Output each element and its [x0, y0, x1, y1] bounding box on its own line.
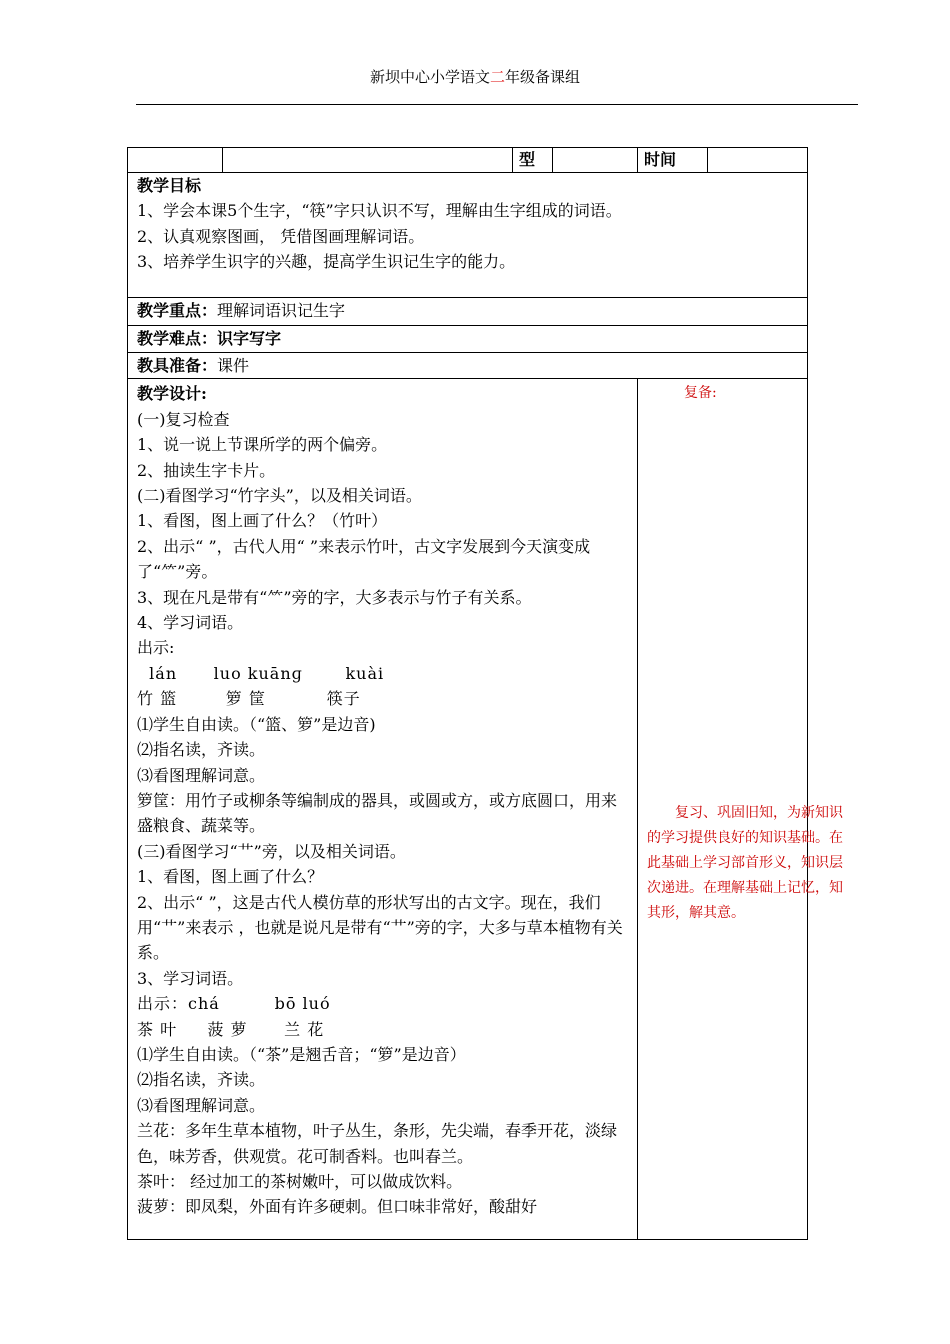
difficulties-row — [128, 326, 808, 353]
header-red-char: 二 — [489, 68, 505, 86]
design-line: ⑴学生自由读。（“茶”是翘舌音；“箩”是边音） — [137, 1044, 466, 1064]
teaching-comment: 复习、巩固旧知，为新知识的学习提供良好的知识基础。在此基础上学习部首形义，知识层次递进。在理解基础上记忆，知其形，解其意。 — [647, 805, 843, 922]
objectives-row — [128, 173, 808, 298]
materials-value: 课件 — [217, 356, 250, 375]
design-cell — [128, 379, 638, 1240]
design-line: ⑶看图理解词意。 — [137, 765, 266, 785]
design-line: 2、出示“ ”，古代人用“ ”来表示竹叶，古文字发展到今天演变成了“⺮”旁。 — [137, 536, 591, 582]
pinyin-line: lán luo kuānɡ kuài — [137, 663, 385, 683]
design-line: 菠萝：即凤梨，外面有许多硬刺。但口味非常好，酸甜好 — [137, 1197, 538, 1217]
design-line: ⑶看图理解词意。 — [137, 1095, 266, 1115]
objective-item: 1、学会本课5个生字，“筷”字只认识不写，理解由生字组成的词语。 — [137, 201, 622, 221]
design-line: 箩筐：用竹子或柳条等编制成的器具，或圆或方，或方底圆口，用来盛粮食、蔬菜等。 — [137, 790, 618, 836]
design-line: 3、学习词语。 — [137, 968, 244, 988]
blank-cell — [553, 148, 638, 173]
design-line: (三)看图学习“艹”旁，以及相关词语。 — [137, 841, 406, 861]
design-line: 3、现在凡是带有“⺮”旁的字，大多表示与竹子有关系。 — [137, 587, 532, 607]
design-line: 4、学习词语。 — [137, 613, 244, 633]
page-header: 新坝中心小学语文二年级备课组 — [369, 68, 581, 86]
design-line: ⑴学生自由读。（“篮、箩”是边音) — [137, 714, 376, 734]
time-label: 时间 — [638, 148, 708, 173]
design-line: 兰花：多年生草本植物，叶子丛生，条形，先尖端，春季开花，淡绿色，味芳香，供观赏。花可制香料。也叫春兰。 — [137, 1121, 618, 1166]
word-line: 竹 篮 箩 筐 筷子 — [137, 689, 361, 709]
objectives-heading: 教学目标 — [137, 176, 202, 195]
design-line: 1、说一说上节课所学的两个偏旁。 — [137, 435, 388, 455]
design-line: 出示: — [137, 638, 175, 658]
design-line: 茶叶： 经过加工的茶树嫩叶，可以做成饮料。 — [137, 1172, 463, 1191]
header-rule — [136, 104, 858, 105]
design-line: 2、抽读生字卡片。 — [137, 460, 276, 480]
design-line: (二)看图学习“竹字头”，以及相关词语。 — [137, 486, 422, 506]
objective-item: 2、认真观察图画， 凭借图画理解词语。 — [137, 226, 425, 246]
blank-cell — [223, 148, 513, 173]
objective-item: 3、培养学生识字的兴趣，提高学生识记生字的能力。 — [137, 252, 516, 272]
blank-cell — [708, 148, 808, 173]
key-points-value: 理解词语识记生字 — [217, 301, 346, 320]
design-row — [128, 379, 808, 1240]
design-line: 1、看图，图上画了什么？ — [137, 867, 324, 887]
key-points-row — [128, 298, 808, 326]
design-line: ⑵指名读，齐读。 — [137, 740, 266, 760]
lesson-plan-table — [127, 147, 843, 1240]
materials-label: 教具准备： — [137, 356, 218, 375]
notes-cell — [638, 379, 843, 1240]
difficulties-label: 教学难点： — [137, 329, 218, 348]
pinyin-line: 出示：chá bō luó — [137, 994, 331, 1014]
top-info-row — [128, 148, 808, 173]
design-line: (一)复习检查 — [137, 409, 230, 429]
word-line: 茶 叶 菠 萝 兰 花 — [137, 1019, 325, 1039]
materials-row — [128, 353, 808, 379]
difficulties-value: 识字写字 — [217, 329, 282, 348]
design-heading: 教学设计: — [137, 384, 207, 404]
design-line: 1、看图，图上画了什么？（竹叶） — [137, 511, 388, 531]
design-line: 2、出示“ ”，这是古代人模仿草的形状写出的古文字。现在，我们用“艹”来表示 ，也就是说凡是带有“艹”旁的字，大多与草本植物有关系。 — [137, 892, 623, 963]
key-points-label: 教学重点： — [137, 301, 218, 320]
type-label: 型 — [513, 148, 553, 173]
blank-cell — [128, 148, 223, 173]
design-line: ⑵指名读，齐读。 — [137, 1070, 266, 1090]
review-label: 复备: — [684, 385, 717, 402]
